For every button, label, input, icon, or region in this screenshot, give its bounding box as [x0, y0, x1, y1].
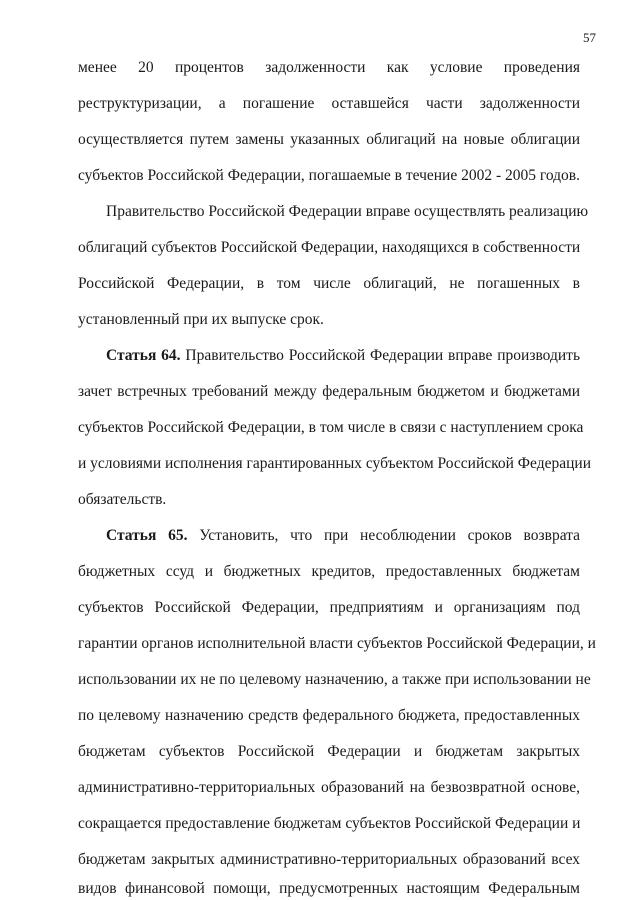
article-64-line-2: зачет встречных требований между федеральным бюджетом и бюджетами — [78, 383, 580, 400]
page-number: 57 — [583, 30, 596, 45]
article-65-line-5: использовании их не по целевому назначению, а также при использовании не — [78, 671, 591, 688]
article-65-line-9: сокращается предоставление бюджетам субъектов Российской Федерации и — [78, 815, 581, 832]
article-65-line-10: бюджетам закрытых административно-территориальных образований всех — [78, 851, 580, 868]
article-64-heading: Статья 64. — [106, 347, 181, 364]
paragraph-1-line-4: субъектов Российской Федерации, погашаемые в течение 2002 - 2005 годов. — [78, 167, 580, 184]
article-65-line-11: видов финансовой помощи, предусмотренных настоящим Федеральным — [78, 880, 580, 897]
article-65-line-8: административно-территориальных образований на безвозвратной основе, — [78, 779, 580, 796]
article-65-line-2: бюджетных ссуд и бюджетных кредитов, предоставленных бюджетам — [78, 563, 580, 580]
article-65-line-1 — [106, 526, 580, 546]
paragraph-2-line-2: облигаций субъектов Российской Федерации, находящихся в собственности — [78, 239, 581, 256]
article-64-line-4: и условиями исполнения гарантированных субъектом Российской Федерации — [78, 455, 591, 472]
paragraph-1-line-2: реструктуризации, а погашение оставшейся части задолженности — [78, 95, 580, 112]
paragraph-2-line-1: Правительство Российской Федерации вправе осуществлять реализацию — [106, 203, 589, 220]
article-65-text: Установить, что при несоблюдении сроков возврата — [199, 527, 581, 544]
article-65-line-6: по целевому назначению средств федерального бюджета, предоставленных — [78, 707, 580, 724]
paragraph-2-line-3: Российской Федерации, в том числе облигаций, не погашенных в — [78, 275, 580, 292]
paragraph-1-line-3: осуществляется путем замены указанных облигаций на новые облигации — [78, 131, 580, 148]
paragraph-2-line-4: установленный при их выпуске срок. — [78, 311, 324, 328]
article-64-text: Правительство Российской Федерации вправе производить — [185, 347, 581, 364]
article-64-line-5: обязательств. — [78, 491, 167, 508]
article-65-line-4: гарантии органов исполнительной власти субъектов Российской Федерации, и — [78, 635, 596, 652]
article-65-heading: Статья 65. — [106, 527, 188, 544]
article-65-line-3: субъектов Российской Федерации, предприятиям и организациям под — [78, 599, 580, 616]
article-65-line-7: бюджетам субъектов Российской Федерации и бюджетам закрытых — [78, 743, 580, 760]
article-64-line-1 — [106, 346, 580, 366]
paragraph-1-line-1: менее 20 процентов задолженности как условие проведения — [78, 59, 580, 76]
article-64-line-3: субъектов Российской Федерации, в том числе в связи с наступлением срока — [78, 419, 584, 436]
